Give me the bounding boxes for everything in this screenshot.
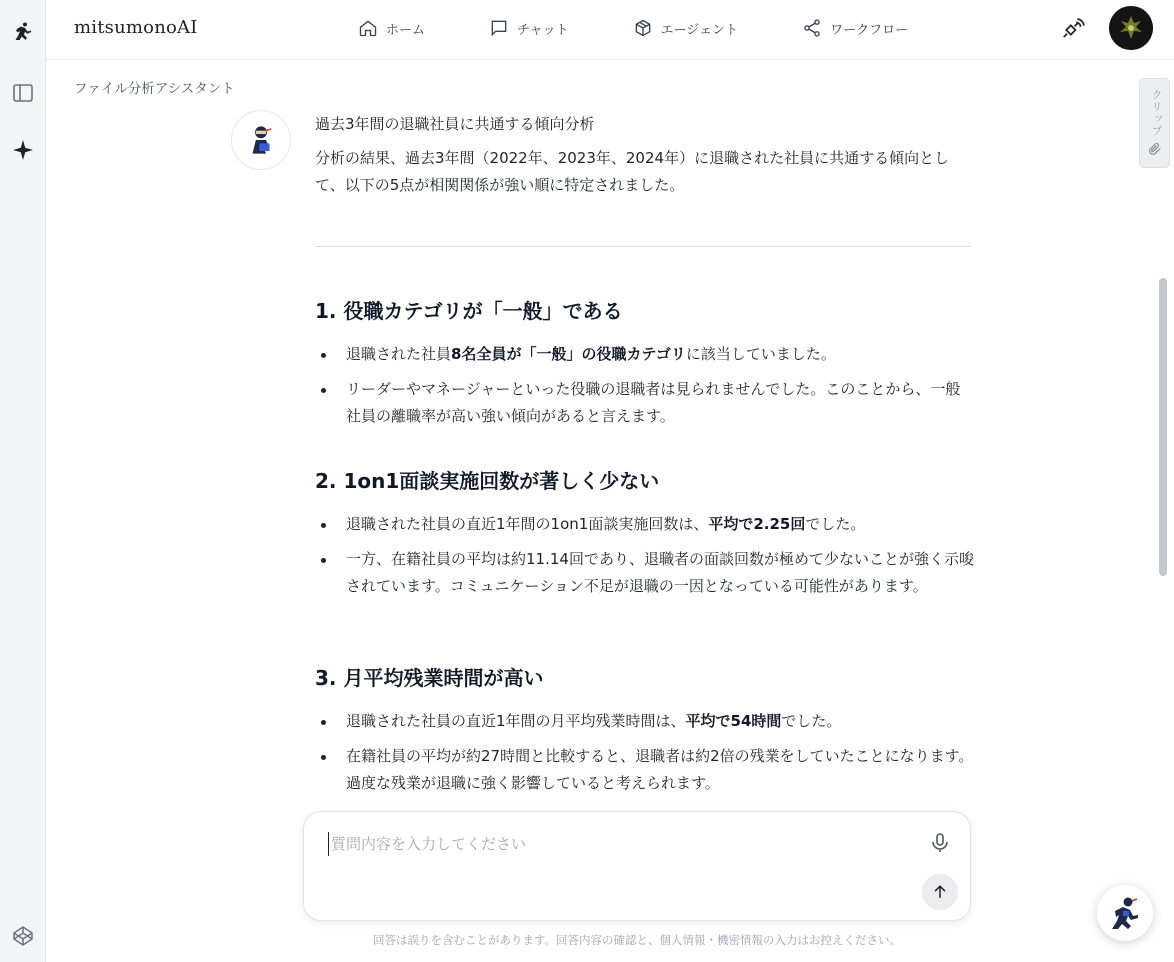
nav-chat-label: チャット — [517, 22, 569, 38]
clip-tab-label: クリップ — [1150, 89, 1163, 137]
share-icon — [802, 18, 822, 38]
left-rail — [0, 0, 46, 962]
clip-side-tab[interactable] — [1139, 78, 1170, 168]
section-heading: 1. 役職カテゴリが「一般」である — [315, 299, 623, 323]
nav-home-label: ホーム — [386, 22, 426, 38]
list-item: 退職された社員8名全員が「一般」の役職カテゴリに該当していました。 — [315, 341, 975, 368]
section-1 — [315, 297, 975, 438]
disclaimer: 回答は誤りを含むことがあります。回答内容の確認と、個人情報・機密情報の入力はお控えください。 — [372, 933, 902, 947]
paperclip-icon — [1147, 141, 1163, 157]
codepen-icon[interactable] — [9, 922, 37, 950]
list-item: 一方、在籍社員の平均は約11.14回であり、退職者の面談回数が極めて少ないことが強く示唆されています。コミュニケーション不足が退職の一因となっている可能性があります。 — [315, 546, 975, 600]
question-input[interactable] — [328, 832, 908, 856]
brand-name[interactable]: mitsumonoAI — [74, 17, 198, 38]
divider — [315, 246, 971, 247]
send-button[interactable] — [922, 874, 958, 910]
sidebar-toggle-icon[interactable] — [9, 79, 37, 107]
top-header — [46, 0, 1174, 60]
message-title: 過去3年間の退職社員に共通する傾向分析 — [315, 115, 595, 133]
main-nav — [358, 16, 972, 40]
ninja-runner-icon — [1105, 893, 1145, 933]
mic-icon[interactable] — [928, 831, 952, 855]
chat-icon — [489, 18, 509, 38]
nav-agent-label: エージェント — [660, 22, 739, 38]
nav-workflow-label: ワークフロー — [830, 22, 909, 38]
section-3 — [315, 664, 975, 805]
section-heading: 2. 1on1面談実施回数が著しく少ない — [315, 469, 660, 493]
assistant-avatar — [231, 110, 291, 170]
logo-runner-icon[interactable] — [9, 17, 37, 45]
message-intro: 分析の結果、過去3年間（2022年、2023年、2024年）に退職された社員に共通する傾向として、以下の5点が相関関係が強い順に特定されました。 — [315, 149, 950, 194]
list-item: リーダーやマネージャーといった役職の退職者は見られませんでした。このことから、一般社員の離職率が高い強い傾向があると言えます。 — [315, 376, 975, 430]
list-item: 在籍社員の平均が約27時間と比較すると、退職者は約2倍の残業をしていたことになります。過度な残業が退職に強く影響していると考えられます。 — [315, 743, 975, 797]
nav-agent[interactable] — [633, 16, 738, 40]
assistant-name: ファイル分析アシスタント — [74, 81, 235, 97]
satellite-icon[interactable] — [1060, 17, 1086, 43]
box-icon — [633, 18, 653, 38]
scrollbar-thumb[interactable] — [1159, 278, 1167, 576]
nav-chat[interactable] — [489, 16, 569, 40]
nav-home[interactable] — [358, 16, 425, 40]
arrow-up-icon — [930, 882, 950, 902]
section-heading: 3. 月平均残業時間が高い — [315, 666, 544, 690]
home-icon — [358, 18, 378, 38]
user-avatar[interactable] — [1109, 6, 1153, 50]
list-item: 退職された社員の直近1年間の月平均残業時間は、平均で54時間でした。 — [315, 708, 975, 735]
section-2 — [315, 467, 975, 608]
chat-input-box — [303, 811, 971, 921]
nav-workflow[interactable] — [802, 16, 908, 40]
sparkle-icon[interactable] — [9, 136, 37, 164]
floating-assistant-button[interactable] — [1097, 885, 1153, 941]
list-item: 退職された社員の直近1年間の1on1面談実施回数は、平均で2.25回でした。 — [315, 511, 975, 538]
